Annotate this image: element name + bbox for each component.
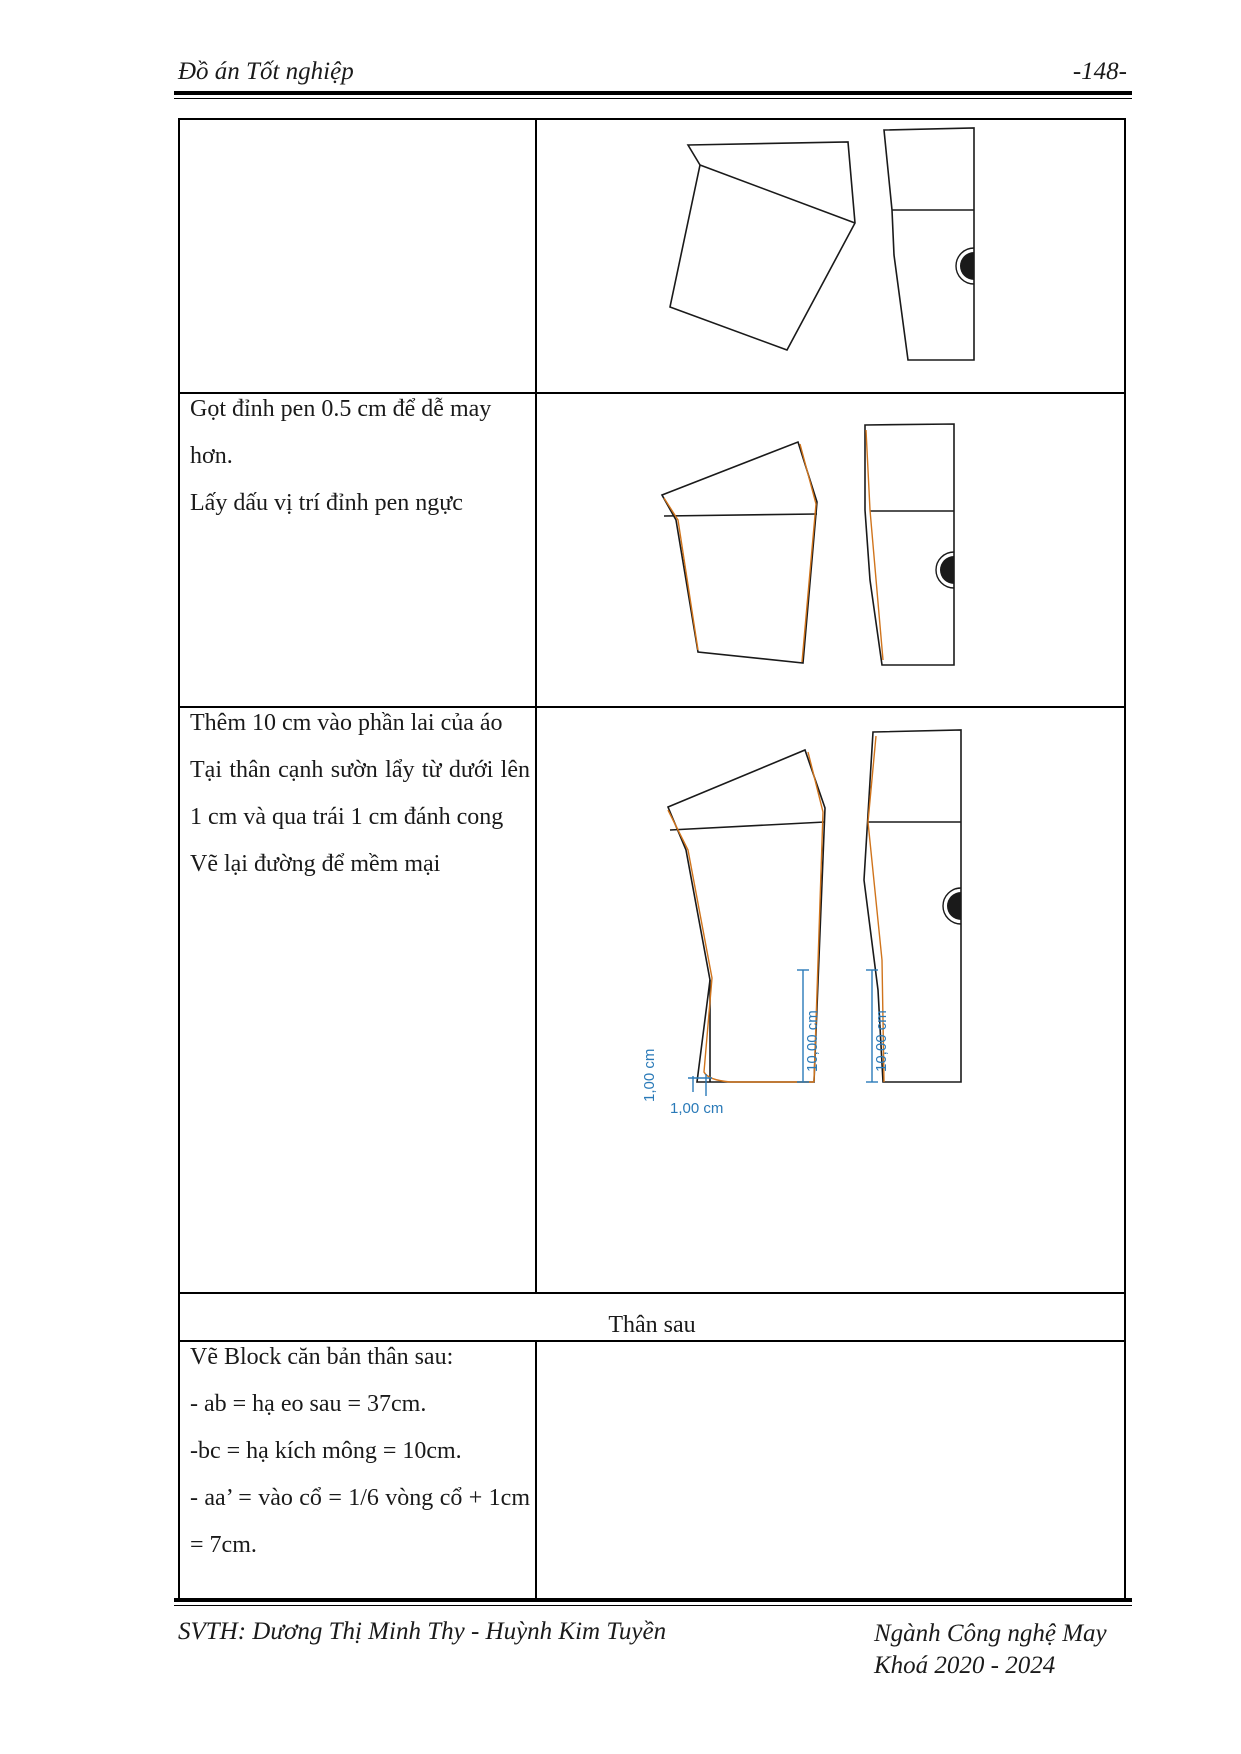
- front-bodice-outline: [662, 442, 817, 663]
- dart-line: [664, 514, 817, 516]
- trace-line: [664, 430, 883, 662]
- dart-line: [700, 165, 855, 223]
- step-text: Vẽ Block căn bản thân sau:: [190, 1344, 454, 1370]
- step-text: - aa’ = vào cổ = 1/6 vòng cổ + 1cm = 7cm.: [190, 1485, 530, 1558]
- step-description: [190, 700, 530, 888]
- section-title: Thân sau: [608, 1312, 696, 1338]
- table-column-divider: [535, 1340, 537, 1602]
- table-row-divider: [178, 1292, 1126, 1294]
- footer-cohort: Khoá 2020 - 2024: [874, 1652, 1056, 1679]
- page-number: -148-: [1072, 58, 1127, 85]
- pattern-figure-1: [640, 120, 990, 380]
- step-text: Lấy dấu vị trí đỉnh pen ngực: [190, 490, 463, 516]
- dart-line: [670, 822, 825, 830]
- footer-rule-thin: [174, 1605, 1132, 1606]
- footer-major: Ngành Công nghệ May: [874, 1620, 1107, 1647]
- header-rule-thin: [174, 98, 1132, 99]
- front-bodice-outline: [668, 750, 825, 1082]
- dimension-label: 10,00 cm: [804, 1010, 821, 1072]
- step-text: -bc = hạ kích mông = 10cm.: [190, 1438, 462, 1464]
- dimension-lines: [688, 970, 878, 1096]
- step-text: Tại thân cạnh sườn lẩy từ dưới lên 1 cm và qua trái 1 cm đánh cong: [190, 757, 530, 830]
- document-title: Đồ án Tốt nghiệp: [178, 58, 354, 85]
- side-panel-outline: [865, 424, 954, 665]
- step-description: [190, 1334, 530, 1569]
- trace-line: [668, 736, 884, 1082]
- pattern-figure-3: [640, 720, 1000, 1140]
- header-rule-thick: [174, 91, 1132, 95]
- step-text: Thêm 10 cm vào phần lai của áo: [190, 710, 503, 736]
- footer-rule-thick: [174, 1598, 1132, 1602]
- pattern-figure-2: [640, 410, 990, 700]
- step-text: Vẽ lại đường để mềm mại: [190, 851, 441, 877]
- step-description: [190, 386, 530, 527]
- side-panel-outline: [884, 128, 974, 360]
- table-column-divider: [535, 118, 537, 1292]
- dimension-label: 1,00 cm: [670, 1100, 724, 1117]
- dimension-label: 10,00 cm: [873, 1010, 890, 1072]
- front-bodice-outline: [670, 142, 855, 350]
- footer-authors: SVTH: Dương Thị Minh Thy - Huỳnh Kim Tuyền: [178, 1618, 667, 1645]
- footer-program: [874, 1618, 1107, 1682]
- dimension-label: 1,00 cm: [641, 1048, 658, 1102]
- step-text: Gọt đỉnh pen 0.5 cm để dễ may hơn.: [190, 396, 492, 469]
- step-text: - ab = hạ eo sau = 37cm.: [190, 1391, 427, 1417]
